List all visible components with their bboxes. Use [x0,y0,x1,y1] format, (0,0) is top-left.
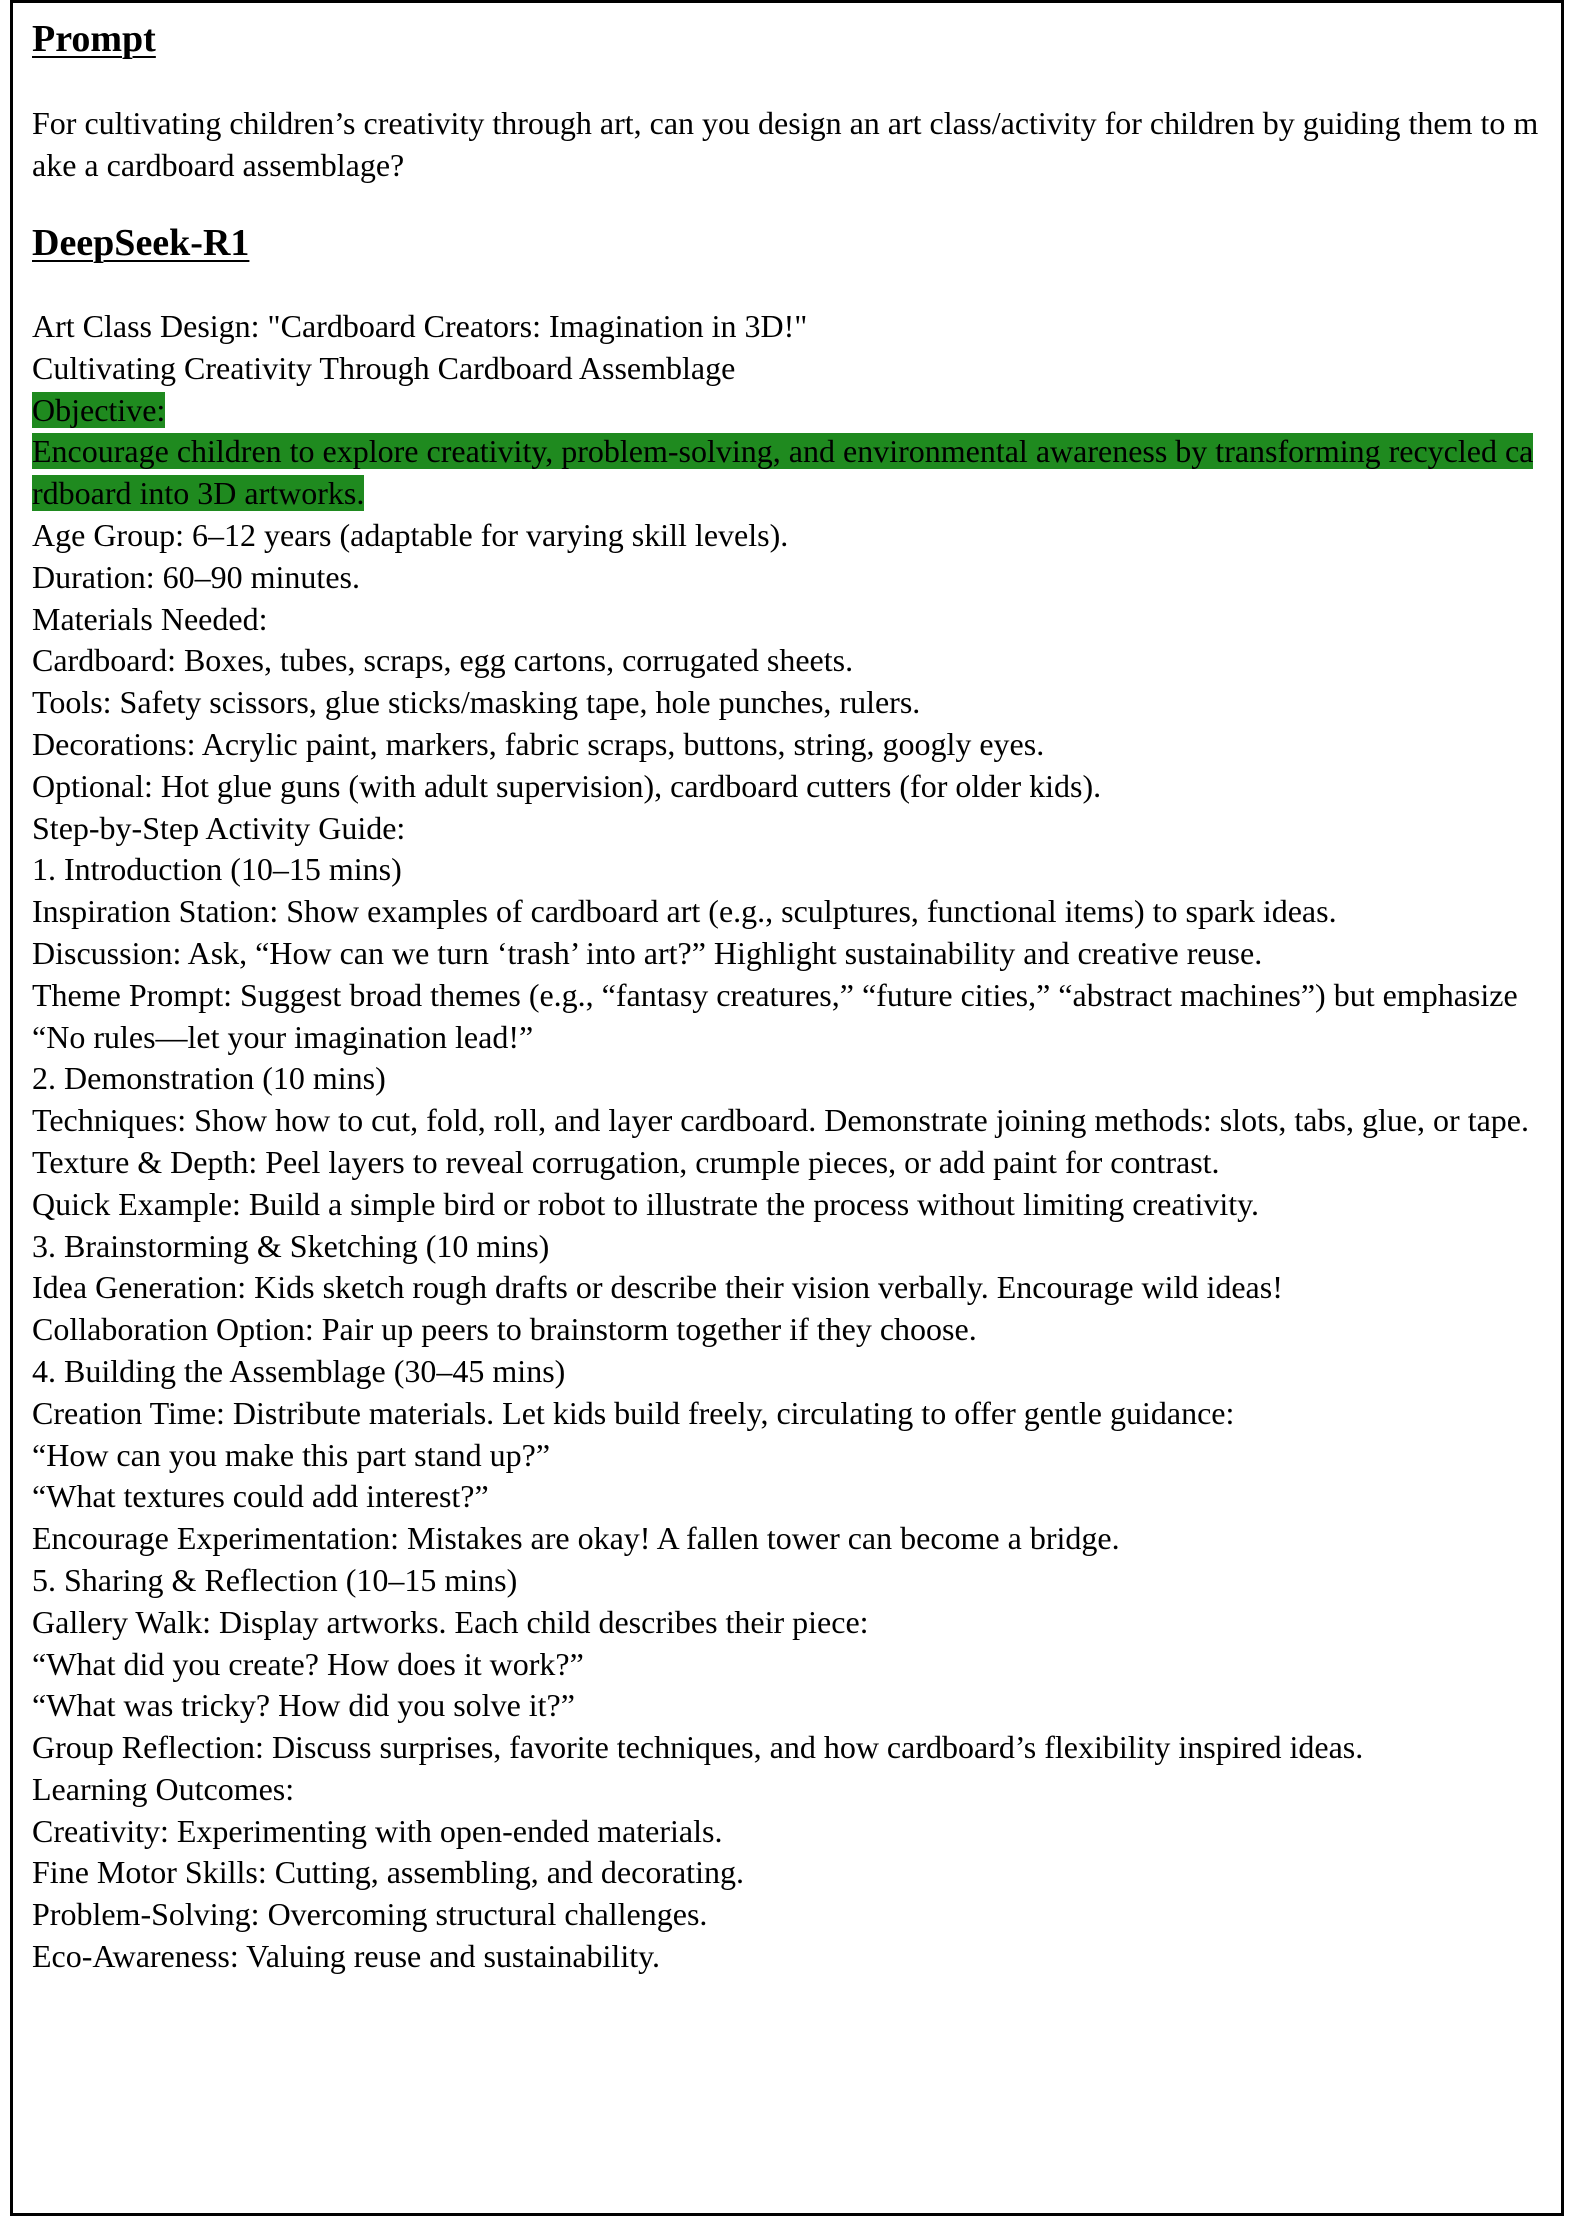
step-4-experimentation: Encourage Experimentation: Mistakes are okay! A fallen tower can become a bridge. [32,1520,1120,1557]
outcome-problem-solving: Problem-Solving: Overcoming structural challenges. [32,1896,708,1933]
response-body [32,306,1542,1978]
step-2-texture: Texture & Depth: Peel layers to reveal corrugation, crumple pieces, or add paint for contrast. [32,1143,1220,1180]
objective-text [32,431,1542,515]
materials-tools: Tools: Safety scissors, glue sticks/masking tape, hole punches, rulers. [32,684,921,721]
outcomes-heading: Learning Outcomes: [32,1770,295,1807]
step-4-heading: 4. Building the Assemblage (30–45 mins) [32,1352,566,1389]
age-group-line: Age Group: 6–12 years (adaptable for varying skill levels). [32,516,789,553]
step-1-inspiration: Inspiration Station: Show examples of cardboard art (e.g., sculptures, functional items) to spark ideas. [32,893,1337,930]
prompt-heading: Prompt [32,18,156,60]
materials-decorations: Decorations: Acrylic paint, markers, fabric scraps, buttons, string, googly eyes. [32,725,1045,762]
class-subtitle-line: Cultivating Creativity Through Cardboard Assemblage [32,349,736,386]
outcome-motor-skills: Fine Motor Skills: Cutting, assembling, and decorating. [32,1854,744,1891]
highlighted-text: Objective: [32,391,166,428]
materials-heading: Materials Needed: [32,600,268,637]
materials-optional: Optional: Hot glue guns (with adult supervision), cardboard cutters (for older kids). [32,767,1102,804]
step-1-discussion: Discussion: Ask, “How can we turn ‘trash’ into art?” Highlight sustainability and creative reuse. [32,934,1263,971]
step-3-heading: 3. Brainstorming & Sketching (10 mins) [32,1227,550,1264]
guide-heading: Step-by-Step Activity Guide: [32,809,406,846]
class-title-line: Art Class Design: "Cardboard Creators: Imagination in 3D!" [32,308,808,344]
highlighted-text: Encourage children to explore creativity, problem-solving, and environmental awareness by transforming recycled cardboard into 3D artworks. [32,433,1534,512]
outcome-creativity: Creativity: Experimenting with open-ended materials. [32,1812,723,1849]
step-5-gallery: Gallery Walk: Display artworks. Each child describes their piece: [32,1603,869,1640]
step-5-question-2: “What was tricky? How did you solve it?” [32,1687,575,1724]
step-4-question-1: “How can you make this part stand up?” [32,1436,551,1473]
step-2-heading: 2. Demonstration (10 mins) [32,1060,386,1097]
objective-label [32,390,1542,432]
outcome-eco-awareness: Eco-Awareness: Valuing reuse and sustainability. [32,1938,661,1975]
step-2-example: Quick Example: Build a simple bird or robot to illustrate the process without limiting creativity. [32,1185,1260,1222]
step-5-heading: 5. Sharing & Reflection (10–15 mins) [32,1561,518,1598]
prompt-text: For cultivating children’s creativity through art, can you design an art class/activity for children by guiding them to make a cardboard assemblage? [32,105,1539,183]
step-4-question-2: “What textures could add interest?” [32,1478,489,1515]
document-content [32,14,1542,1978]
step-3-ideas: Idea Generation: Kids sketch rough drafts or describe their vision verbally. Encourage wild ideas! [32,1269,1283,1306]
step-1-heading: 1. Introduction (10–15 mins) [32,851,402,888]
step-1-theme: Theme Prompt: Suggest broad themes (e.g., “fantasy creatures,” “future cities,” “abstract machines”) but emphasize “No rules—let your imagination lead!” [32,976,1526,1055]
step-2-techniques: Techniques: Show how to cut, fold, roll, and layer cardboard. Demonstrate joining methods: slots, tabs, glue, or tape. [32,1102,1529,1139]
step-4-creation: Creation Time: Distribute materials. Let kids build freely, circulating to offer gentle guidance: [32,1394,1235,1431]
step-3-collaboration: Collaboration Option: Pair up peers to brainstorm together if they choose. [32,1311,977,1348]
response-heading: DeepSeek-R1 [32,222,250,264]
duration-line: Duration: 60–90 minutes. [32,558,360,595]
materials-cardboard: Cardboard: Boxes, tubes, scraps, egg cartons, corrugated sheets. [32,642,854,679]
step-5-group-reflection: Group Reflection: Discuss surprises, favorite techniques, and how cardboard’s flexibility inspired ideas. [32,1729,1364,1766]
step-5-question-1: “What did you create? How does it work?” [32,1645,584,1682]
